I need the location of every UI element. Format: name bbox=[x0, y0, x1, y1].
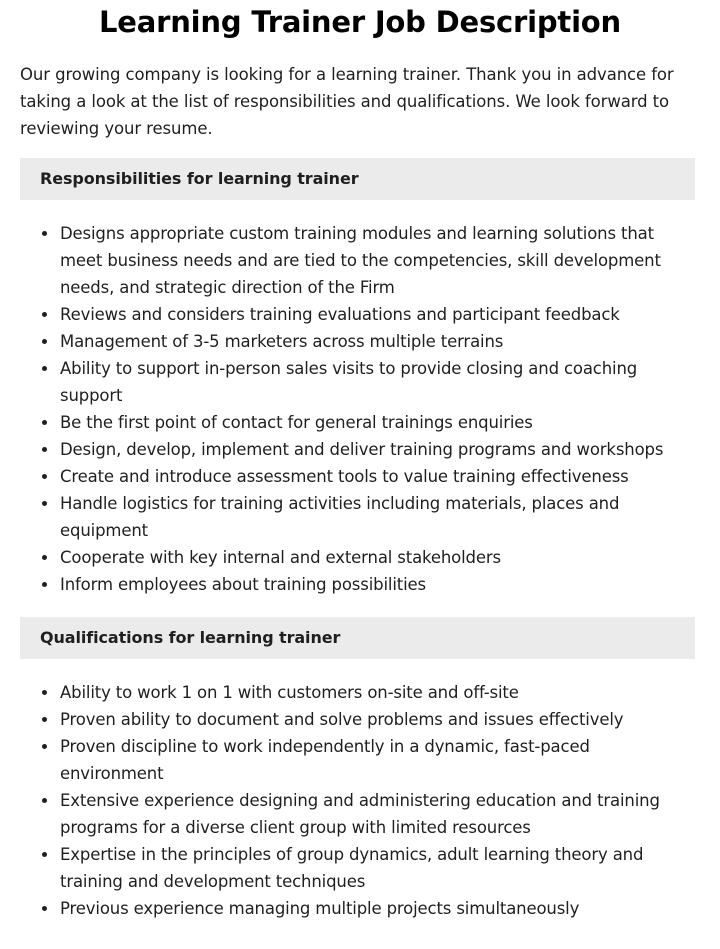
intro-paragraph: Our growing company is looking for a learning trainer. Thank you in advance for taking a look at the list of responsibilities and qualifications. We look forward to reviewing your resume. bbox=[20, 65, 674, 138]
qualifications-heading: Qualifications for learning trainer bbox=[20, 617, 695, 659]
list-item: Expertise in the principles of group dynamics, adult learning theory and training and development techniques bbox=[60, 841, 690, 895]
responsibilities-list bbox=[20, 220, 690, 598]
list-item: Ability to work 1 on 1 with customers on-site and off-site bbox=[60, 679, 690, 706]
list-item: Inform employees about training possibilities bbox=[60, 571, 690, 598]
qualifications-list bbox=[20, 679, 690, 922]
list-item: Handle logistics for training activities including materials, places and equipment bbox=[60, 490, 690, 544]
list-item: Be the first point of contact for general trainings enquiries bbox=[60, 409, 690, 436]
list-item: Ability to support in-person sales visits to provide closing and coaching support bbox=[60, 355, 690, 409]
list-item: Design, develop, implement and deliver training programs and workshops bbox=[60, 436, 690, 463]
responsibilities-heading: Responsibilities for learning trainer bbox=[20, 158, 695, 200]
page-title: Learning Trainer Job Description bbox=[99, 5, 621, 39]
list-item: Reviews and considers training evaluations and participant feedback bbox=[60, 301, 690, 328]
list-item: Proven ability to document and solve problems and issues effectively bbox=[60, 706, 690, 733]
list-item: Management of 3-5 marketers across multiple terrains bbox=[60, 328, 690, 355]
list-item: Proven discipline to work independently in a dynamic, fast-paced environment bbox=[60, 733, 690, 787]
list-item: Previous experience managing multiple projects simultaneously bbox=[60, 895, 690, 922]
list-item: Create and introduce assessment tools to value training effectiveness bbox=[60, 463, 690, 490]
list-item: Designs appropriate custom training modules and learning solutions that meet business needs and are tied to the competencies, skill development needs, and strategic direction of the Firm bbox=[60, 220, 690, 301]
list-item: Extensive experience designing and administering education and training programs for a diverse client group with limited resources bbox=[60, 787, 690, 841]
list-item: Cooperate with key internal and external stakeholders bbox=[60, 544, 690, 571]
